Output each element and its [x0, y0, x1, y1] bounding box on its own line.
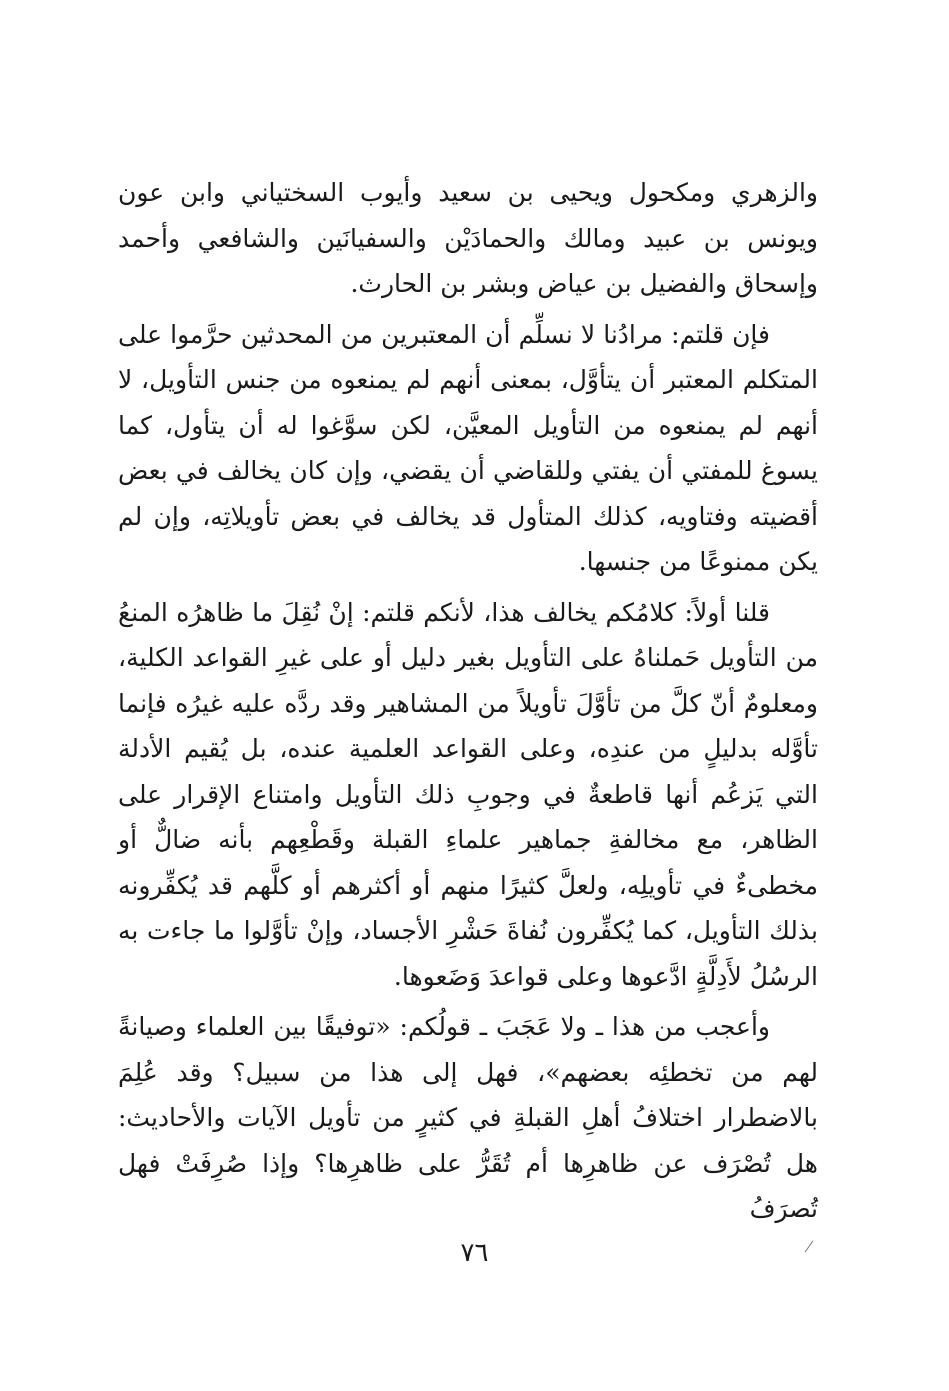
paragraph-1: والزهري ومكحول ويحيى بن سعيد وأيوب السختياني وابن عون ويونس بن عبيد ومالك والحمادَيْن والسفيانَين والشافعي وأحمد وإسحاق والفضيل بن عياض وبشر بن الحارث. — [118, 178, 818, 298]
page-number: ٧٦ — [460, 1238, 489, 1268]
body-text — [118, 170, 818, 1232]
paragraph-4: وأعجب من هذا ـ ولا عَجَبَ ـ قولُكم: «توفيقًا بين العلماء وصيانةً لهم من تخطئِه بعضهم»، فهل إلى هذا من سبيل؟ وقد عُلِمَ بالاضطرار اختلافُ أهلِ القبلةِ في كثيرٍ من تأويل الآيات والأحاديث: هل تُصْرَف عن ظاهرِها أم تُقَرُّ على ظاهرِها؟ وإذا صُرِفَتْ فهل تُصرَفُ — [118, 1012, 818, 1223]
paragraph-2: فإن قلتم: مرادُنا لا نسلِّم أن المعتبرين من المحدثين حرَّموا على المتكلم المعتبر أن يتأوَّل، بمعنى أنهم لم يمنعوه من جنس التأويل، لا أنهم لم يمنعوه من التأويل المعيَّن، لكن سوَّغوا له أن يتأول، كما يسوغ للمفتي أن يفتي وللقاضي أن يقضي، وإن كان يخالف في بعض أقضيته وفتاويه، كذلك المتأول قد يخالف في بعض تأويلاتِه، وإن لم يكن ممنوعًا من جنسها. — [118, 319, 818, 576]
paragraph-3: قلنا أولاً: كلامُكم يخالف هذا، لأنكم قلتم: إنْ نُقِلَ ما ظاهرُه المنعُ من التأويل حَملناهُ على التأويل بغير دليل أو على غيرِ القواعد الكلية، ومعلومٌ أنّ كلَّ من تأوَّلَ تأويلاً من المشاهير وقد ردَّه عليه غيرُه فإنما تأوَّله بدليلٍ من عندِه، وعلى القواعد العلمية عنده، بل يُقيم الأدلة التي يَزعُم أنها قاطعةٌ في وجوبِ ذلك التأويل وامتناع الإقرار على الظاهر، مع مخالفةِ جماهير علماءِ القبلة وقَطْعِهم بأنه ضالٌّ أو مخطىءٌ في تأويلِه، ولعلَّ كثيرًا منهم أو أكثرهم أو كلَّهم قد يُكفِّرونه بذلك التأويل، كما يُكفِّرون نُفاةَ حَشْرِ الأجساد، وإنْ تأوَّلوا ما جاءت به الرسُلُ لأَدِلَّةٍ ادَّعوها وعلى قواعدَ وَضَعوها. — [118, 597, 818, 991]
